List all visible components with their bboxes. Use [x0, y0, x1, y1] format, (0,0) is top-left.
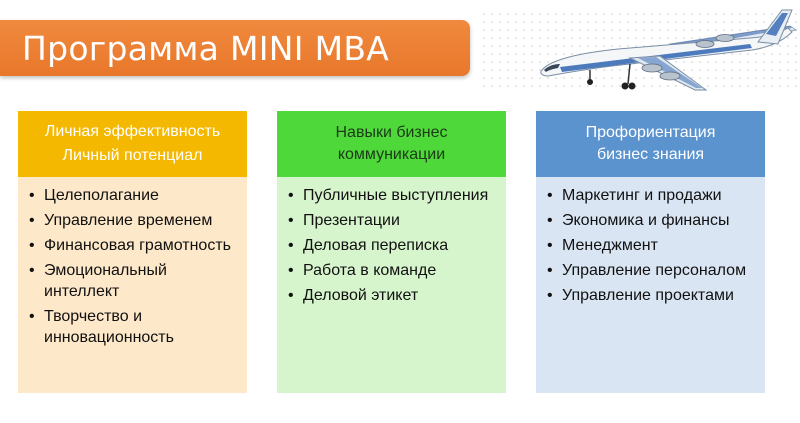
column-personal-efficiency — [18, 111, 247, 393]
column-business-communication — [277, 111, 506, 393]
list-item: • Эмоциональный интеллект — [28, 260, 239, 302]
column-header-line: бизнес знания — [596, 146, 705, 163]
list-item: • Маркетинг и продажи — [546, 185, 757, 206]
column-header-line: Навыки бизнес — [335, 124, 448, 141]
list-item: • Менеджмент — [546, 235, 757, 256]
list-item: • Экономика и финансы — [546, 210, 757, 231]
column-header-line: коммуникации — [337, 146, 446, 163]
list-item: • Финансовая грамотность — [28, 235, 239, 256]
title-banner — [0, 20, 470, 76]
list-item: • Презентации — [287, 210, 498, 231]
column-header — [277, 111, 506, 177]
page-title: Программа MINI MBA — [22, 28, 390, 68]
column-header-line: Личная эффективность — [44, 123, 221, 140]
column-header-line: Профориентация — [585, 124, 716, 141]
list-item: • Творчество и инновационность — [28, 306, 239, 348]
column-header-line: Личный потенциал — [62, 147, 203, 164]
column-header — [536, 111, 765, 177]
list-item: • Целеполагание — [28, 185, 239, 206]
list-item: • Управление проектами — [546, 285, 757, 306]
column-body — [277, 177, 506, 393]
list-item: • Публичные выступления — [287, 185, 498, 206]
list-item: • Управление персоналом — [546, 260, 757, 281]
column-career-orientation — [536, 111, 765, 393]
list-item: • Деловой этикет — [287, 285, 498, 306]
column-body — [536, 177, 765, 393]
list-item: • Деловая переписка — [287, 235, 498, 256]
column-header — [18, 111, 247, 177]
column-body — [18, 177, 247, 393]
list-item: • Работа в команде — [287, 260, 498, 281]
airplane-icon — [520, 4, 800, 96]
list-item: • Управление временем — [28, 210, 239, 231]
